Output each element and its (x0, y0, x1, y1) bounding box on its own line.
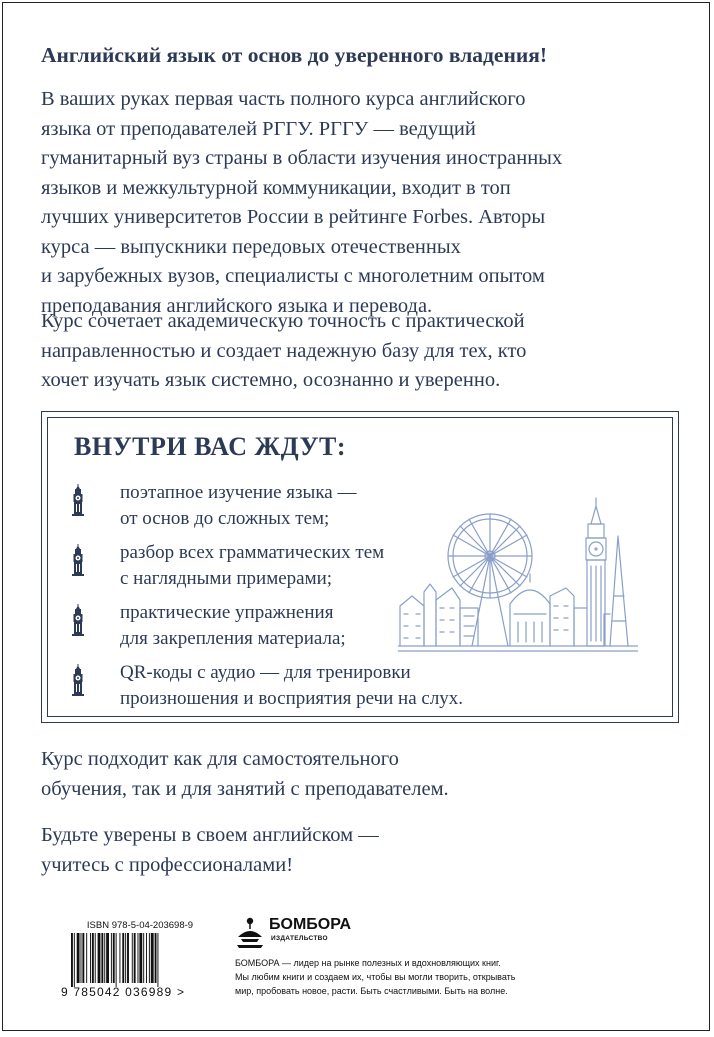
text-line: гуманитарный вуз страны в области изучения иностранных (41, 147, 563, 169)
publisher-subtitle: ИЗДАТЕЛЬСТВО (271, 935, 328, 942)
inside-box-frame (47, 417, 673, 717)
text-line: лучших университетов России в рейтинге Forbes. Авторы (41, 206, 546, 228)
text-line: Курс сочетает академическую точность с практической (41, 310, 525, 332)
feature-text: QR-коды с аудио — для тренировки (120, 662, 411, 683)
inside-box (41, 411, 679, 723)
london-skyline-icon (398, 496, 638, 656)
intro-paragraph (41, 85, 681, 321)
back-cover (2, 2, 710, 1031)
text-line: языка от преподавателей РГГУ. РГГУ — ведущий (41, 117, 476, 140)
feature-text: практические упражнения (120, 602, 334, 623)
inside-box-title: ВНУТРИ ВАС ЖДУТ: (74, 432, 347, 461)
closing-paragraph (41, 821, 681, 880)
text-line: направленностью и создает надежную базу для тех, кто (41, 339, 527, 362)
text-line: мир, пробовать новое, расти. Быть счастливыми. Быть на волне. (235, 986, 508, 996)
publisher-name: БОМБОРА (269, 916, 352, 933)
publisher-description (235, 956, 695, 998)
big-ben-icon (70, 544, 86, 576)
isbn-label: ISBN 978-5-04-203698-9 (86, 920, 194, 931)
feature-text: от основ до сложных тем; (120, 508, 330, 529)
text-line: БОМБОРА — лидер на рынке полезных и вдохновляющих книг. (235, 958, 501, 968)
text-line: учитесь с профессионалами! (41, 853, 294, 876)
ean-digits: 9 785042 036989 > (61, 985, 186, 999)
text-line: Курс подходит как для самостоятельного (41, 748, 399, 770)
text-line: обучения, так и для занятий с преподавателем. (41, 777, 449, 800)
big-ben-icon (70, 604, 86, 636)
text-line: и зарубежных вузов, специалисты с многолетним опытом (41, 265, 545, 287)
feature-text: поэтапное изучение языка — (120, 482, 357, 503)
feature-text: произношения и восприятия речи на слух. (120, 688, 464, 709)
text-line: Будьте уверены в своем английском — (41, 824, 379, 846)
text-line: преподавания английского языка и перевода. (41, 294, 433, 317)
text-line: хочет изучать язык системно, осознанно и уверенно. (41, 369, 501, 391)
suitability-paragraph (41, 745, 681, 804)
feature-text: с наглядными примерами; (120, 568, 333, 589)
big-ben-icon (70, 664, 86, 696)
text-line: В ваших руках первая часть полного курса английского (41, 88, 526, 110)
text-line: языков и межкультурной коммуникации, входит в топ (41, 176, 511, 199)
course-paragraph (41, 307, 681, 396)
text-line: курса — выпускники передовых отечественных (41, 235, 461, 258)
feature-text: для закрепления материала; (120, 628, 346, 649)
headline: Английский язык от основ до уверенного владения! (41, 43, 548, 67)
feature-text: разбор всех грамматических тем (120, 542, 385, 563)
text-line: Мы любим книги и создаем их, чтобы вы могли творить, открывать (235, 972, 516, 982)
bombora-logo-icon (235, 915, 265, 949)
big-ben-icon (70, 484, 86, 516)
